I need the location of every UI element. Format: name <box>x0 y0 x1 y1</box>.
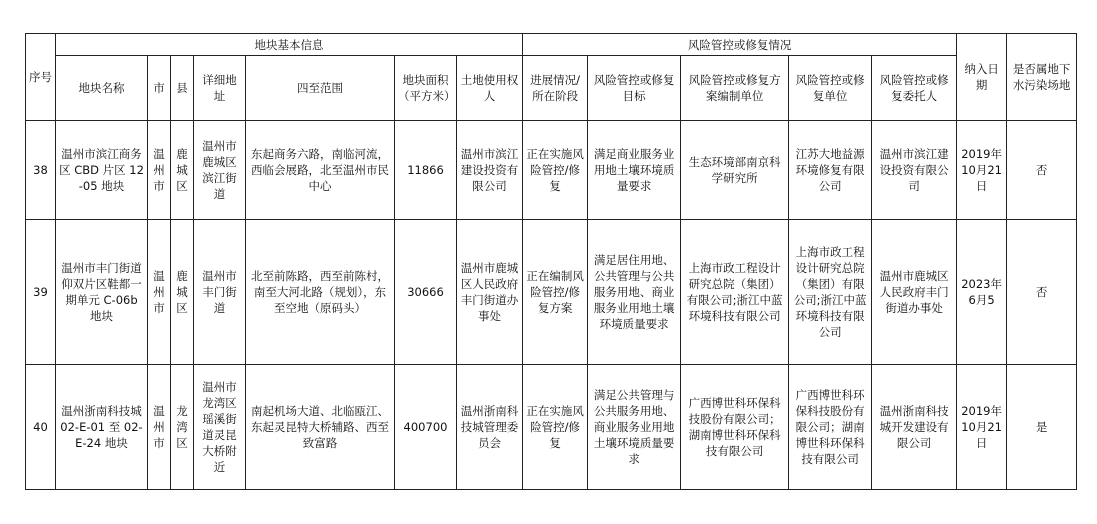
cell-area: 11866 <box>395 121 457 220</box>
col-owner-header: 土地使用权人 <box>457 56 523 121</box>
cell-seq: 39 <box>26 220 56 365</box>
table-row <box>26 365 1077 490</box>
cell-client: 温州市鹿城区人民政府丰门街道办事处 <box>872 220 957 365</box>
col-executor-header: 风险管控或修复单位 <box>789 56 872 121</box>
cell-boundary: 南起机场大道、北临瓯江、东起灵昆特大桥辅路、西至致富路 <box>246 365 395 490</box>
cell-progress: 正在实施风险管控/修复 <box>523 365 588 490</box>
cell-date: 2023年6月5 <box>957 220 1007 365</box>
cell-seq: 38 <box>26 121 56 220</box>
col-client-header: 风险管控或修复委托人 <box>872 56 957 121</box>
col-groundwater-header: 是否属地下水污染场地 <box>1007 34 1077 121</box>
col-enroll-date-header: 纳入日期 <box>957 34 1007 121</box>
col-progress-header: 进展情况/所在阶段 <box>523 56 588 121</box>
cell-area: 400700 <box>395 365 457 490</box>
group-risk-control-header: 风险管控或修复情况 <box>523 34 957 56</box>
cell-address: 温州市丰门街道 <box>194 220 246 365</box>
table-row <box>26 220 1077 365</box>
cell-groundwater: 否 <box>1007 220 1077 365</box>
cell-city: 温州市 <box>148 121 171 220</box>
col-boundary-header: 四至范围 <box>246 56 395 121</box>
header-row-columns <box>26 56 1077 121</box>
cell-groundwater: 否 <box>1007 121 1077 220</box>
cell-planner: 广西博世科环保科技股份有限公司；湖南博世科环保科技有限公司 <box>681 365 789 490</box>
cell-county: 鹿城区 <box>171 220 194 365</box>
cell-groundwater: 是 <box>1007 365 1077 490</box>
header-row-groups <box>26 34 1077 56</box>
col-seq-header: 序号 <box>26 34 56 121</box>
cell-seq: 40 <box>26 365 56 490</box>
cell-client: 温州浙南科技城开发建设有限公司 <box>872 365 957 490</box>
cell-planner: 上海市政工程设计研究总院（集团）有限公司;浙江中蓝环境科技有限公司 <box>681 220 789 365</box>
cell-county: 龙湾区 <box>171 365 194 490</box>
cell-date: 2019年10月21日 <box>957 121 1007 220</box>
col-county-header: 县 <box>171 56 194 121</box>
col-planner-header: 风险管控或修复方案编制单位 <box>681 56 789 121</box>
cell-owner: 温州市鹿城区人民政府丰门街道办事处 <box>457 220 523 365</box>
cell-address: 温州市鹿城区滨江街道 <box>194 121 246 220</box>
cell-owner: 温州市滨江建设投资有限公司 <box>457 121 523 220</box>
cell-executor: 上海市政工程设计研究总院（集团）有限公司;浙江中蓝环境科技有限公司 <box>789 220 872 365</box>
cell-progress: 正在实施风险管控/修复 <box>523 121 588 220</box>
cell-executor: 广西博世科环保科技股份有限公司；湖南博世科环保科技有限公司 <box>789 365 872 490</box>
cell-area: 30666 <box>395 220 457 365</box>
col-city-header: 市 <box>148 56 171 121</box>
cell-name: 温州市丰门街道仰双片区鞋都一期单元 C-06b 地块 <box>56 220 148 365</box>
cell-boundary: 北至前陈路，西至前陈村，南至大河北路（规划），东至空地（原码头） <box>246 220 395 365</box>
cell-client: 温州市滨江建设投资有限公司 <box>872 121 957 220</box>
col-target-header: 风险管控或修复目标 <box>588 56 681 121</box>
cell-county: 鹿城区 <box>171 121 194 220</box>
cell-target: 满足商业服务业用地土壤环境质量要求 <box>588 121 681 220</box>
cell-address: 温州市龙湾区瑶溪街道灵昆大桥附近 <box>194 365 246 490</box>
group-basic-info-header: 地块基本信息 <box>56 34 523 56</box>
cell-city: 温州市 <box>148 220 171 365</box>
cell-planner: 生态环境部南京科学研究所 <box>681 121 789 220</box>
cell-target: 满足公共管理与公共服务用地、商业服务业用地土壤环境质量要求 <box>588 365 681 490</box>
cell-executor: 江苏大地益源环境修复有限公司 <box>789 121 872 220</box>
cell-progress: 正在编制风险管控/修复方案 <box>523 220 588 365</box>
cell-name: 温州市滨江商务区 CBD 片区 12-05 地块 <box>56 121 148 220</box>
cell-boundary: 东起商务六路，南临河流，西临会展路，北至温州市民中心 <box>246 121 395 220</box>
cell-owner: 温州浙南科技城管理委员会 <box>457 365 523 490</box>
table-row <box>26 121 1077 220</box>
cell-name: 温州浙南科技城 02-E-01 至 02-E-24 地块 <box>56 365 148 490</box>
cell-date: 2019年10月21日 <box>957 365 1007 490</box>
col-address-header: 详细地址 <box>194 56 246 121</box>
contaminated-site-table <box>25 33 1077 490</box>
cell-city: 温州市 <box>148 365 171 490</box>
cell-target: 满足居住用地、公共管理与公共服务用地、商业服务业用地土壤环境质量要求 <box>588 220 681 365</box>
col-area-header: 地块面积（平方米） <box>395 56 457 121</box>
col-name-header: 地块名称 <box>56 56 148 121</box>
